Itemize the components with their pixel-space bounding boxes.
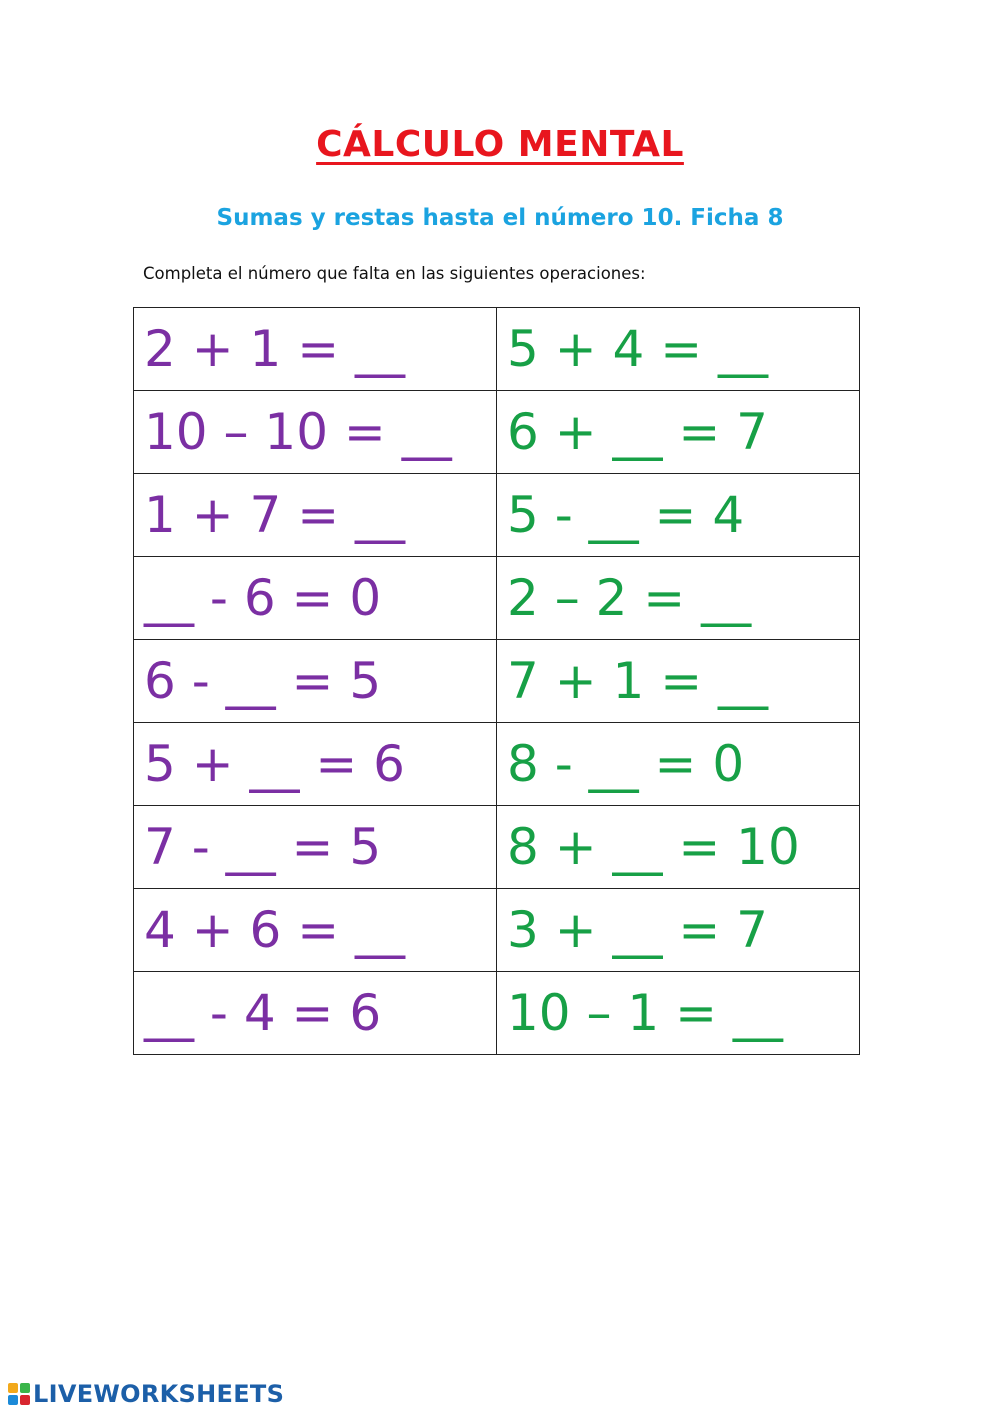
operation-cell: 8 + __ = 10 (497, 806, 860, 889)
operation-cell: 7 + 1 = __ (497, 640, 860, 723)
operation-cell: 3 + __ = 7 (497, 889, 860, 972)
operation-cell: 5 + __ = 6 (134, 723, 497, 806)
operation-cell: 2 – 2 = __ (497, 557, 860, 640)
operation-cell: 10 – 10 = __ (134, 391, 497, 474)
table-row (134, 806, 860, 889)
table-row (134, 557, 860, 640)
operation-cell: __ - 4 = 6 (134, 972, 497, 1055)
table-row (134, 972, 860, 1055)
table-row (134, 474, 860, 557)
operation-cell: 4 + 6 = __ (134, 889, 497, 972)
table-row (134, 391, 860, 474)
operation-cell: 7 - __ = 5 (134, 806, 497, 889)
operation-cell: __ - 6 = 0 (134, 557, 497, 640)
table-row (134, 640, 860, 723)
subtitle: Sumas y restas hasta el número 10. Ficha 8 (216, 205, 784, 231)
table-row (134, 889, 860, 972)
logo-text: LIVEWORKSHEETS (33, 1380, 285, 1408)
operation-cell: 5 - __ = 4 (497, 474, 860, 557)
instruction-text: Completa el número que falta en las siguientes operaciones: (143, 264, 646, 283)
operations-table (133, 307, 860, 1055)
page-title (0, 124, 1000, 165)
operation-cell: 2 + 1 = __ (134, 308, 497, 391)
title-text: CÁLCULO MENTAL (316, 124, 684, 165)
table-row (134, 308, 860, 391)
table-row (134, 723, 860, 806)
operation-cell: 6 - __ = 5 (134, 640, 497, 723)
operation-cell: 6 + __ = 7 (497, 391, 860, 474)
operation-cell: 1 + 7 = __ (134, 474, 497, 557)
operation-cell: 5 + 4 = __ (497, 308, 860, 391)
liveworksheets-logo[interactable] (8, 1380, 284, 1408)
operation-cell: 10 – 1 = __ (497, 972, 860, 1055)
liveworksheets-logo-icon (8, 1383, 30, 1405)
operation-cell: 8 - __ = 0 (497, 723, 860, 806)
